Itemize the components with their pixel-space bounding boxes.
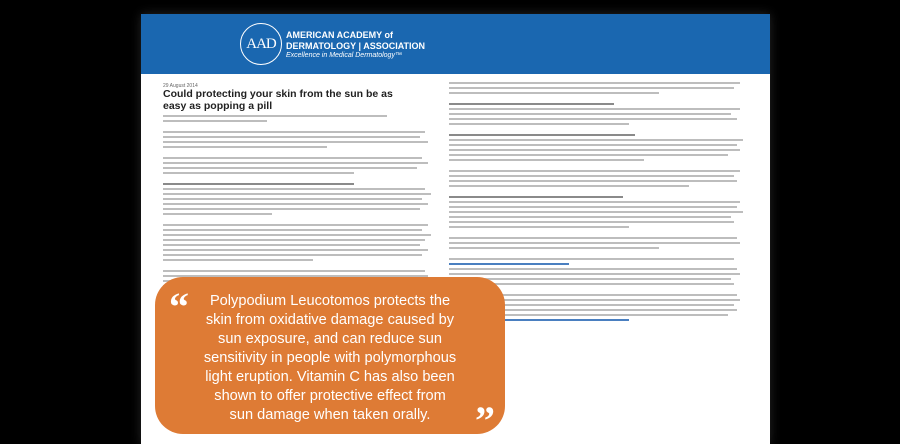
close-quote-mark: ”: [475, 398, 495, 443]
pull-quote-box: [155, 277, 505, 443]
org-name-line2: DERMATOLOGY | ASSOCIATION: [286, 41, 426, 51]
open-quote-mark: “: [169, 284, 189, 329]
aad-logo: [240, 23, 282, 65]
pull-quote-text: Polypodium Leucotomos protects the skin from oxidative damage caused by sun exposure, and can reduce sun sensitivity in people with polymorphous light eruption. Vitamin C has also been shown to offer protective effect from sun damage when taken orally.: [203, 293, 457, 423]
article-date: 29 August 2014: [163, 83, 198, 89]
org-tagline: Excellence in Medical Dermatology™: [286, 52, 402, 59]
aad-logo-text: AAD: [246, 36, 276, 52]
aad-header-banner: [141, 14, 770, 74]
org-name-line1: AMERICAN ACADEMY of: [286, 30, 393, 40]
article-headline: Could protecting your skin from the sun be as easy as popping a pill: [163, 88, 393, 112]
